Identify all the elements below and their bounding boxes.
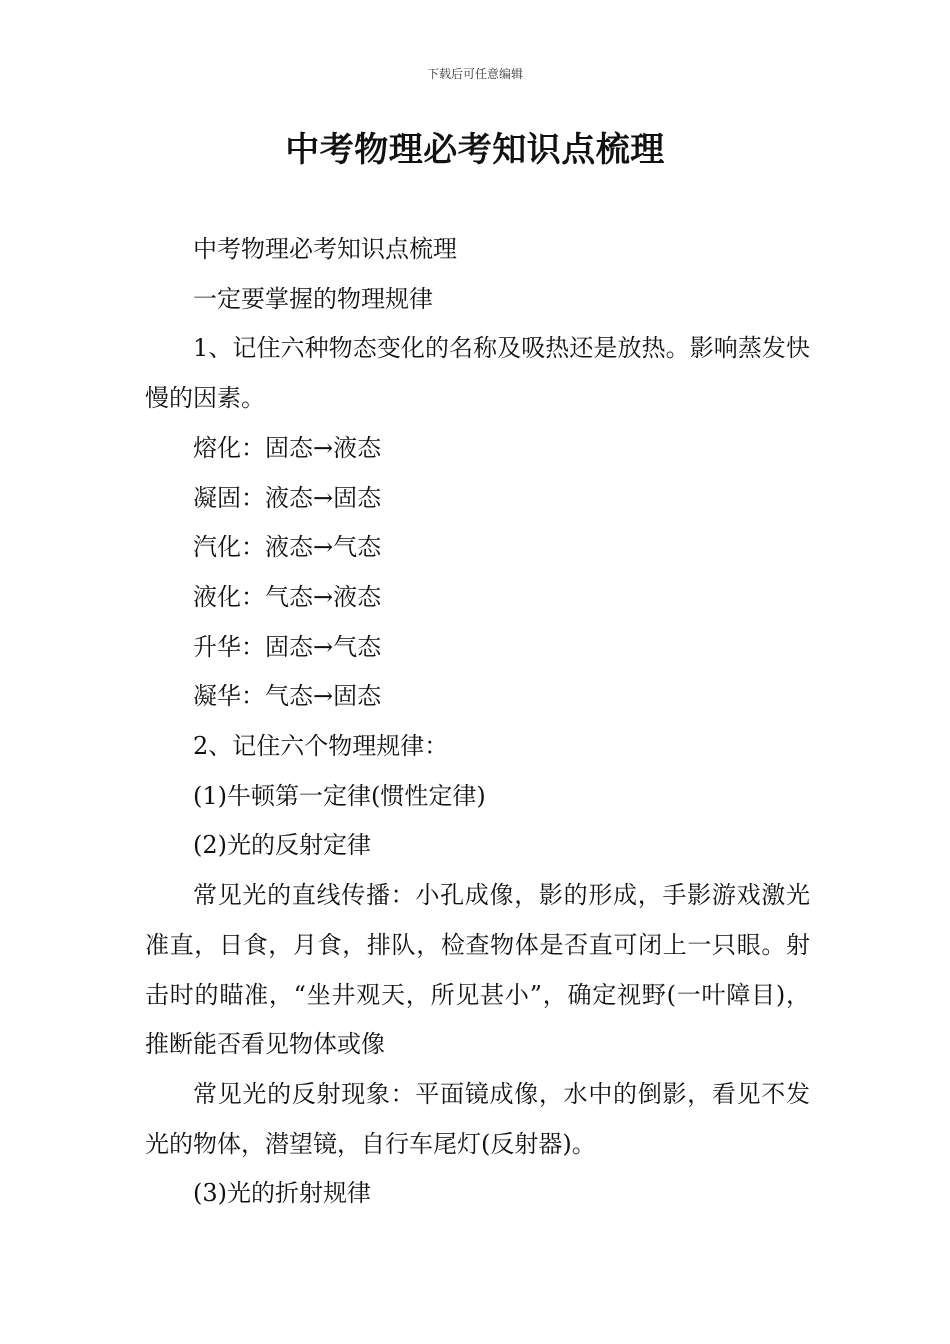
paragraph-melting: 熔化：固态→液态	[193, 433, 382, 462]
paragraph-liquefaction: 液化：气态→液态	[193, 582, 382, 611]
header-note: 下载后可任意编辑	[426, 67, 523, 81]
paragraph-rule-1: 1、记住六种物态变化的名称及吸热还是放热。影响蒸发快慢的因素。	[145, 334, 810, 413]
paragraph-straight-line-propagation: 常见光的直线传播：小孔成像，影的形成，手影游戏激光准直，日食，月食，排队，检查物体是否直可闭上一只眼。射击时的瞄准，“坐井观天，所见甚小”，确定视野(一叶障目)，推断能否看见物体或像	[145, 881, 810, 1059]
paragraph-vaporization: 汽化：液态→气态	[193, 533, 382, 562]
paragraph-sublimation: 升华：固态→气态	[193, 632, 382, 661]
document-body	[145, 225, 810, 1219]
paragraph-deposition: 凝华：气态→固态	[193, 682, 382, 711]
page-title: 中考物理必考知识点梳理	[285, 130, 665, 170]
paragraph-newton-law: (1)牛顿第一定律(惯性定律)	[193, 781, 486, 810]
paragraph-refraction-law: (3)光的折射规律	[193, 1179, 371, 1208]
paragraph-rule-2: 2、记住六个物理规律：	[193, 732, 449, 761]
paragraph-section-heading: 一定要掌握的物理规律	[193, 284, 433, 313]
paragraph-reflection-phenomena: 常见光的反射现象：平面镜成像，水中的倒影，看见不发光的物体，潜望镜，自行车尾灯(反射器)。	[145, 1079, 810, 1158]
paragraph-reflection-law: (2)光的反射定律	[193, 831, 371, 860]
paragraph-solidification: 凝固：液态→固态	[193, 483, 382, 512]
paragraph-subtitle: 中考物理必考知识点梳理	[193, 235, 457, 263]
